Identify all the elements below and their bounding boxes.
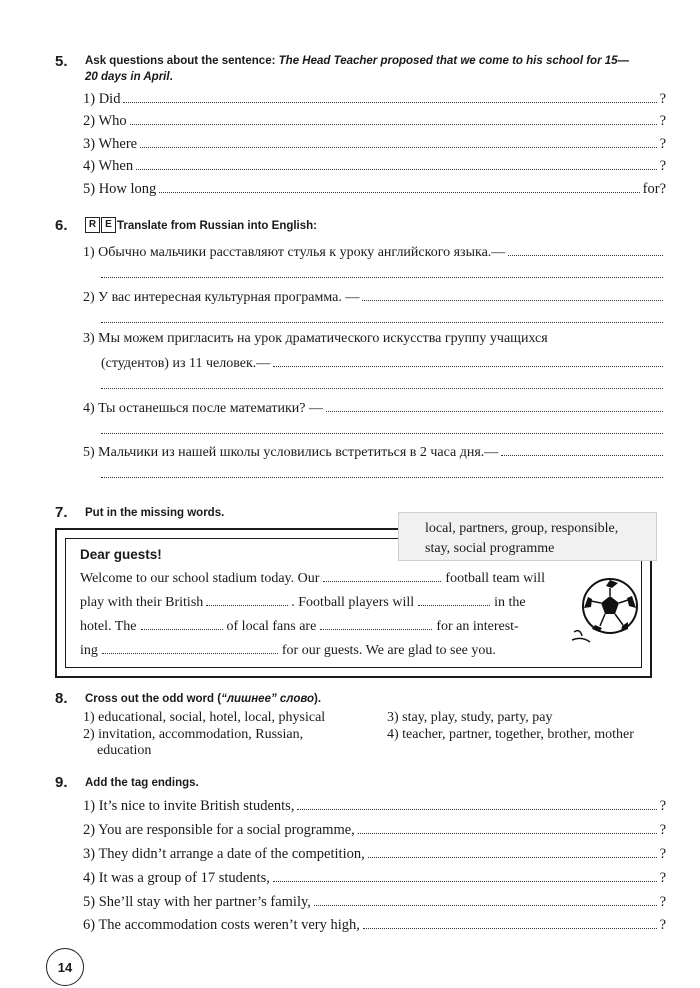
translate-line[interactable] [83, 443, 666, 463]
answer-blank[interactable] [130, 112, 657, 125]
answer-blank[interactable] [273, 354, 663, 367]
letter-text: for an interest- [436, 619, 519, 634]
exercise-5-number: 5. [55, 53, 68, 70]
re-badge-icon [85, 217, 116, 233]
russian-sentence: 3) Мы можем пригласить на урок драматического искусства группу учащихся [83, 331, 548, 346]
tag-line[interactable] [83, 916, 666, 936]
odd-word-item[interactable]: 3) stay, play, study, party, pay [387, 710, 553, 725]
answer-blank[interactable] [508, 243, 663, 256]
translate-line[interactable] [83, 399, 666, 419]
question-line[interactable] [83, 180, 666, 200]
question-label: 2) Who [83, 113, 127, 129]
answer-blank[interactable] [140, 135, 656, 148]
answer-line[interactable] [101, 432, 663, 434]
page-number: 14 [46, 948, 84, 986]
letter-text: for our guests. We are glad to see you. [281, 643, 496, 658]
answer-line[interactable] [101, 476, 663, 478]
word-bank-line: stay, social programme [425, 541, 555, 556]
tag-sentence: 2) You are responsible for a social programme, [83, 822, 355, 838]
letter-text: play with their British [80, 595, 204, 610]
exercise-6-instruction: Translate from Russian into English: [117, 220, 318, 232]
tag-sentence: 4) It was a group of 17 students, [83, 870, 270, 886]
exercise-5-instruction [85, 53, 675, 85]
translate-line[interactable] [83, 243, 666, 263]
answer-blank[interactable] [358, 821, 657, 834]
answer-line[interactable] [101, 387, 663, 389]
letter-text: hotel. The [80, 619, 137, 634]
russian-sentence: 2) У вас интересная культурная программа. — [83, 290, 360, 305]
letter-text: of local fans are [226, 619, 317, 634]
exercise-6-number: 6. [55, 217, 68, 234]
fill-blank[interactable] [320, 617, 432, 630]
answer-blank[interactable] [273, 869, 657, 882]
translate-line [83, 331, 666, 351]
exercise-9-instruction: Add the tag endings. [85, 777, 199, 789]
instruction-end: ). [314, 693, 322, 705]
answer-blank[interactable] [136, 157, 656, 170]
tag-sentence: 3) They didn’t arrange a date of the competition, [83, 846, 365, 862]
russian-sentence: 1) Обычно мальчики расставляют стулья к уроку английского языка.— [83, 245, 506, 260]
fill-blank[interactable] [141, 617, 223, 630]
tag-line[interactable] [83, 893, 666, 913]
tag-end: ? [659, 917, 666, 933]
answer-blank[interactable] [368, 845, 657, 858]
tag-end: ? [659, 870, 666, 886]
question-end: ? [659, 158, 666, 174]
odd-word-item[interactable]: 1) educational, social, hotel, local, physical [83, 710, 326, 725]
russian-sentence: 5) Мальчики из нашей школы условились встретиться в 2 часа дня.— [83, 445, 499, 460]
badge-letter: E [101, 217, 116, 233]
tag-end: ? [659, 894, 666, 910]
tag-end: ? [659, 846, 666, 862]
question-label: 3) Where [83, 136, 138, 152]
russian-sentence: 4) Ты останешься после математики? — [83, 401, 323, 416]
tag-sentence: 6) The accommodation costs weren’t very high, [83, 917, 360, 933]
word-bank-line: local, partners, group, responsible, [425, 521, 619, 536]
exercise-8-number: 8. [55, 690, 68, 707]
letter-text: in the [494, 595, 526, 610]
tag-end: ? [659, 822, 666, 838]
answer-blank[interactable] [326, 399, 663, 412]
tag-sentence: 5) She’ll stay with her partner’s family, [83, 894, 311, 910]
exercise-7-number: 7. [55, 504, 68, 521]
word-bank [398, 512, 657, 561]
question-line[interactable] [83, 90, 666, 110]
football-icon [568, 572, 644, 648]
tag-line[interactable] [83, 845, 666, 865]
instruction-lead: Cross out the odd word ( [85, 693, 222, 705]
odd-word-item[interactable]: 4) teacher, partner, together, brother, mother [387, 727, 634, 742]
tag-end: ? [659, 798, 666, 814]
badge-letter: R [85, 217, 100, 233]
letter-line[interactable] [80, 593, 560, 613]
letter-text: football team will [445, 571, 545, 586]
instruction-russian: “лишнее” слово [221, 693, 315, 705]
instruction-end: . [169, 71, 173, 83]
answer-blank[interactable] [501, 443, 663, 456]
translate-line[interactable] [101, 354, 666, 374]
exercise-9-number: 9. [55, 774, 68, 791]
tag-sentence: 1) It’s nice to invite British students, [83, 798, 295, 814]
letter-line[interactable] [80, 569, 560, 589]
fill-blank[interactable] [323, 569, 441, 582]
fill-blank[interactable] [418, 593, 490, 606]
question-line[interactable] [83, 112, 666, 132]
answer-line[interactable] [101, 321, 663, 323]
instruction-sentence-2: 20 days in April [85, 71, 170, 83]
answer-blank[interactable] [363, 916, 657, 929]
odd-word-item[interactable]: 2) invitation, accommodation, Russian, [83, 727, 304, 742]
answer-blank[interactable] [362, 288, 663, 301]
translate-line[interactable] [83, 288, 666, 308]
odd-word-item-cont[interactable]: education [97, 743, 152, 758]
question-label: 5) How long [83, 181, 157, 197]
question-line[interactable] [83, 135, 666, 155]
letter-line[interactable] [80, 617, 560, 637]
question-line[interactable] [83, 157, 666, 177]
answer-line[interactable] [101, 276, 663, 278]
question-end: ? [659, 91, 666, 107]
answer-blank[interactable] [159, 180, 639, 193]
question-end: for? [642, 181, 666, 197]
tag-line[interactable] [83, 869, 666, 889]
russian-sentence-cont: (студентов) из 11 человек.— [101, 356, 271, 371]
question-end: ? [659, 113, 666, 129]
instruction-sentence: The Head Teacher proposed that we come to his school for 15— [278, 55, 630, 67]
letter-line[interactable] [80, 641, 560, 661]
question-end: ? [659, 136, 666, 152]
question-label: 1) Did [83, 91, 121, 107]
letter-text: ing [80, 643, 98, 658]
answer-blank[interactable] [123, 90, 656, 103]
exercise-7-instruction: Put in the missing words. [85, 507, 225, 519]
tag-line[interactable] [83, 797, 666, 817]
tag-line[interactable] [83, 821, 666, 841]
answer-blank[interactable] [314, 893, 657, 906]
answer-blank[interactable] [297, 797, 656, 810]
question-label: 4) When [83, 158, 134, 174]
exercise-8-instruction [85, 691, 321, 707]
letter-heading: Dear guests! [80, 547, 162, 562]
letter-text: . Football players will [291, 595, 415, 610]
instruction-lead: Ask questions about the sentence: [85, 55, 276, 67]
letter-text: Welcome to our school stadium today. Our [80, 571, 320, 586]
fill-blank[interactable] [206, 593, 288, 606]
fill-blank[interactable] [102, 641, 278, 654]
